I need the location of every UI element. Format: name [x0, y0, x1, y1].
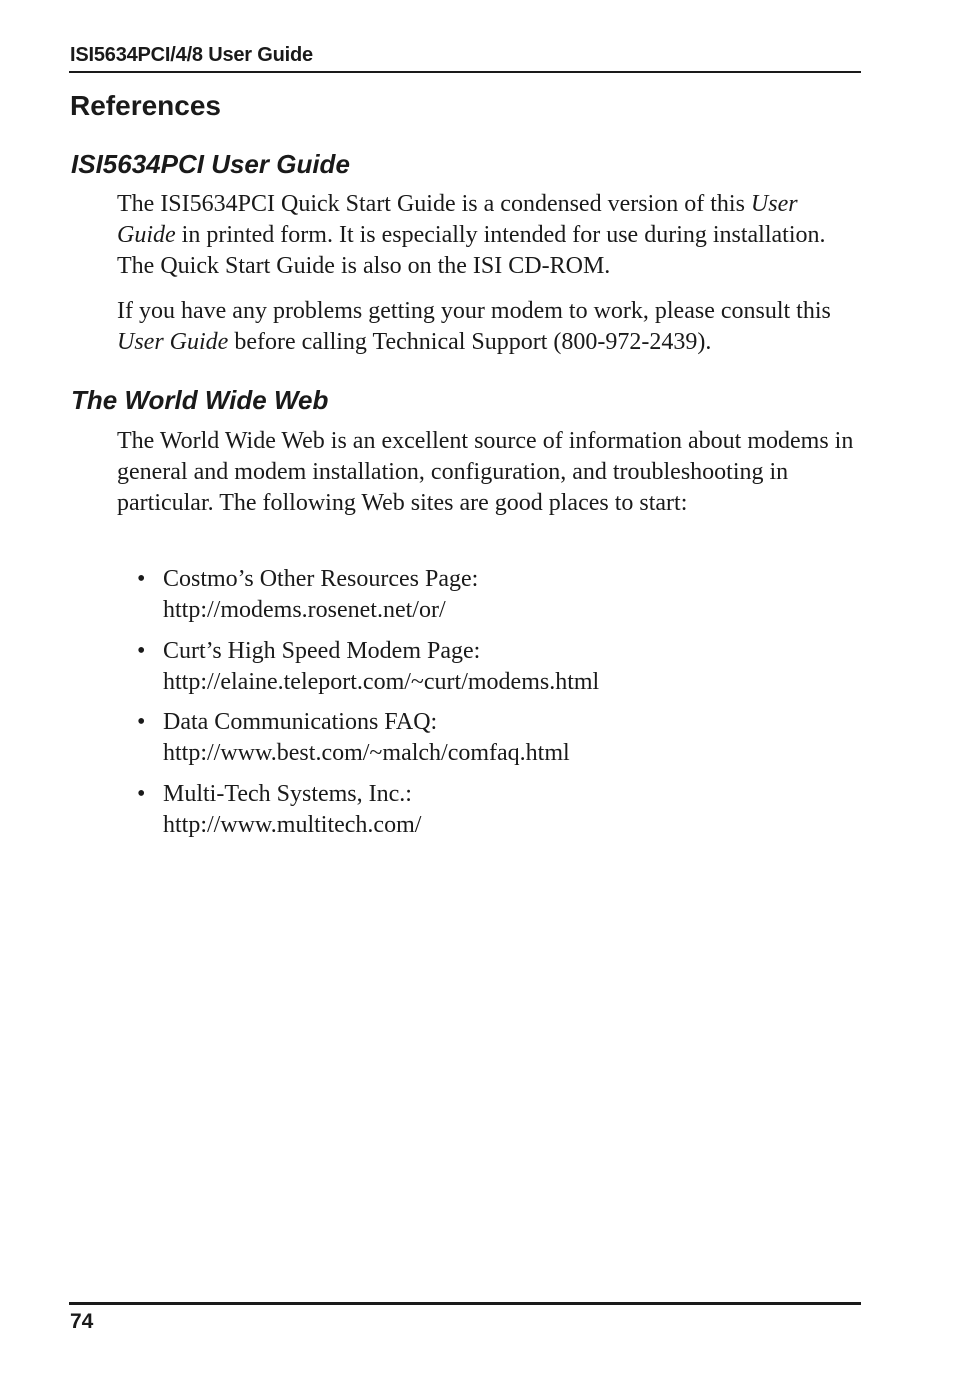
section-heading-world-wide-web: The World Wide Web — [71, 385, 329, 415]
paragraph-text: before calling Technical Support (800-972-2439). — [228, 329, 712, 355]
bullet-icon: • — [137, 566, 146, 592]
emphasis-user-guide: User Guide — [117, 329, 229, 355]
bullet-icon: • — [137, 780, 146, 807]
bullet-icon: • — [137, 709, 146, 735]
list-item — [137, 779, 857, 841]
site-name: Data Communications FAQ: — [163, 709, 438, 735]
site-name: Costmo’s Other Resources Page: — [163, 566, 479, 592]
running-header-title: ISI5634PCI/4/8 User Guide — [70, 44, 313, 66]
list-item — [137, 636, 857, 698]
header-rule — [69, 71, 861, 73]
page-number: 74 — [70, 1310, 94, 1333]
web-site-list — [137, 564, 857, 850]
paragraph-quick-start — [117, 189, 862, 282]
site-url: http://modems.rosenet.net/or/ — [163, 597, 446, 623]
site-url: http://elaine.teleport.com/~curt/modems.html — [163, 668, 600, 695]
emphasis-user-guide: User Guide — [117, 191, 798, 248]
paragraph-web-intro: The World Wide Web is an excellent source of information about modems in general and modem installation, configuration, and troubleshooting in particular. The following Web sites are good places to start: — [117, 428, 854, 516]
paragraph-support — [117, 296, 862, 358]
site-name: Curt’s High Speed Modem Page: — [163, 637, 481, 664]
site-url: http://www.multitech.com/ — [163, 811, 422, 838]
section-heading-user-guide: ISI5634PCI User Guide — [71, 149, 350, 179]
paragraph-text: in printed form. It is especially intended for use during installation. The Quick Start Guide is also on the ISI CD-ROM. — [117, 222, 826, 279]
paragraph-text: The ISI5634PCI Quick Start Guide is a condensed version of this — [117, 191, 751, 217]
footer-rule — [69, 1302, 861, 1305]
paragraph-text: If you have any problems getting your modem to work, please consult this — [117, 298, 831, 324]
page-title: References — [70, 90, 221, 121]
bullet-icon: • — [137, 637, 146, 664]
list-item — [137, 707, 857, 769]
site-name: Multi-Tech Systems, Inc.: — [163, 780, 412, 807]
site-url: http://www.best.com/~malch/comfaq.html — [163, 740, 570, 766]
list-item — [137, 564, 857, 626]
